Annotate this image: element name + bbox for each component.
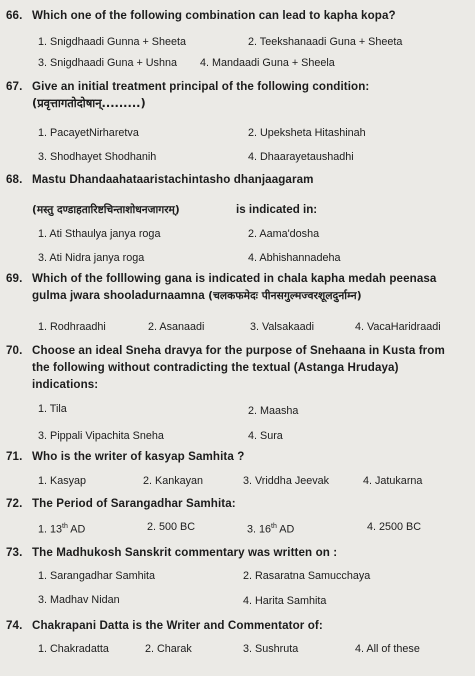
- question-number: 71.: [6, 450, 23, 463]
- question-number: 72.: [6, 497, 23, 510]
- question-number: 66.: [6, 9, 23, 22]
- option-3: 3. Sushruta: [243, 643, 299, 655]
- option-1: 1. 13th AD: [38, 523, 86, 536]
- option-2: 2. Upeksheta Hitashinah: [248, 127, 366, 139]
- question-number: 68.: [6, 173, 23, 186]
- question-text: The Madhukosh Sanskrit commentary was written on :: [32, 546, 338, 559]
- question-text-line2: gulma jwara shooladurnaamna: [32, 289, 205, 302]
- option-3: 3. 16th AD: [247, 523, 295, 536]
- option-1: 1. Sarangadhar Samhita: [38, 570, 156, 582]
- question-text: Mastu Dhandaahataaristachintasho dhanjaagaram: [32, 173, 314, 186]
- question-text: Choose an ideal Sneha dravya for the purpose of Snehaana in Kusta from: [32, 344, 445, 357]
- option-4: 4. Abhishannadeha: [248, 252, 341, 264]
- question-number: 74.: [6, 619, 23, 632]
- option-4: 4. VacaHaridraadi: [355, 321, 441, 333]
- question-text: Which one of the following combination can lead to kapha kopa?: [32, 9, 396, 22]
- option-3: 3. Vriddha Jeevak: [243, 475, 330, 487]
- option-3: 3. Pippali Vipachita Sneha: [38, 430, 164, 442]
- option-3: 3. Valsakaadi: [250, 321, 315, 333]
- question-text-line3: indications:: [32, 378, 99, 391]
- option-1: 1. Tila: [38, 403, 67, 415]
- question-text: Give an initial treatment principal of the following condition:: [32, 80, 370, 93]
- option-1: 1. Chakradatta: [38, 643, 109, 655]
- option-4: 4. Mandaadi Guna + Sheela: [200, 57, 335, 69]
- option-2: 2. Rasaratna Samucchaya: [243, 570, 371, 582]
- option-1: 1. Kasyap: [38, 475, 87, 487]
- option-2: 2. Teekshanaadi Guna + Sheeta: [248, 36, 403, 48]
- option-4: 4. All of these: [355, 643, 420, 655]
- question-number: 73.: [6, 546, 23, 559]
- question-number: 67.: [6, 80, 23, 93]
- option-4: 4. Jatukarna: [363, 475, 423, 487]
- question-number: 69.: [6, 272, 23, 285]
- option-4: 4. 2500 BC: [367, 521, 422, 533]
- option-2: 2. Asanaadi: [148, 321, 205, 333]
- option-1: 1. Snigdhaadi Gunna + Sheeta: [38, 36, 186, 48]
- option-2: 2. Aama'dosha: [248, 228, 320, 240]
- question-number: 70.: [6, 344, 23, 357]
- question-text: Which of the folllowing gana is indicated in chala kapha medah peenasa: [32, 272, 437, 285]
- option-2: 2. 500 BC: [147, 521, 196, 533]
- option-1: 1. Ati Sthaulya janya roga: [38, 228, 161, 240]
- option-3: 3. Ati Nidra janya roga: [38, 252, 145, 264]
- option-2: 2. Kankayan: [143, 475, 204, 487]
- sanskrit-suffix: is indicated in:: [236, 203, 318, 216]
- option-4: 4. Dhaarayetaushadhi: [248, 151, 354, 163]
- question-text: Chakrapani Datta is the Writer and Commentator of:: [32, 619, 323, 632]
- option-1: 1. PacayetNirharetva: [38, 127, 139, 139]
- sanskrit-text: (मस्तु दण्डाहतारिष्टचिन्ताशोधनजागरम्): [32, 204, 180, 216]
- question-text: Who is the writer of kasyap Samhita ?: [32, 450, 245, 463]
- option-2: 2. Charak: [145, 643, 192, 655]
- sanskrit-text: (चलकफमेदः पीनसगुल्मज्वरशूलदुर्नाम्न): [208, 290, 362, 302]
- option-3: 3. Snigdhaadi Guna + Ushna: [38, 57, 177, 69]
- sanskrit-text: (प्रवृत्तागतोदोषान्.........): [32, 96, 146, 110]
- question-text-line2: the following without contradicting the textual (Astanga Hrudaya): [32, 361, 399, 374]
- option-3: 3. Shodhayet Shodhanih: [38, 151, 157, 163]
- option-1: 1. Rodhraadhi: [38, 321, 106, 333]
- option-4: 4. Sura: [248, 430, 283, 442]
- option-3: 3. Madhav Nidan: [38, 594, 120, 606]
- question-text: The Period of Sarangadhar Samhita:: [32, 497, 236, 510]
- option-2: 2. Maasha: [248, 405, 299, 417]
- option-4: 4. Harita Samhita: [243, 595, 327, 607]
